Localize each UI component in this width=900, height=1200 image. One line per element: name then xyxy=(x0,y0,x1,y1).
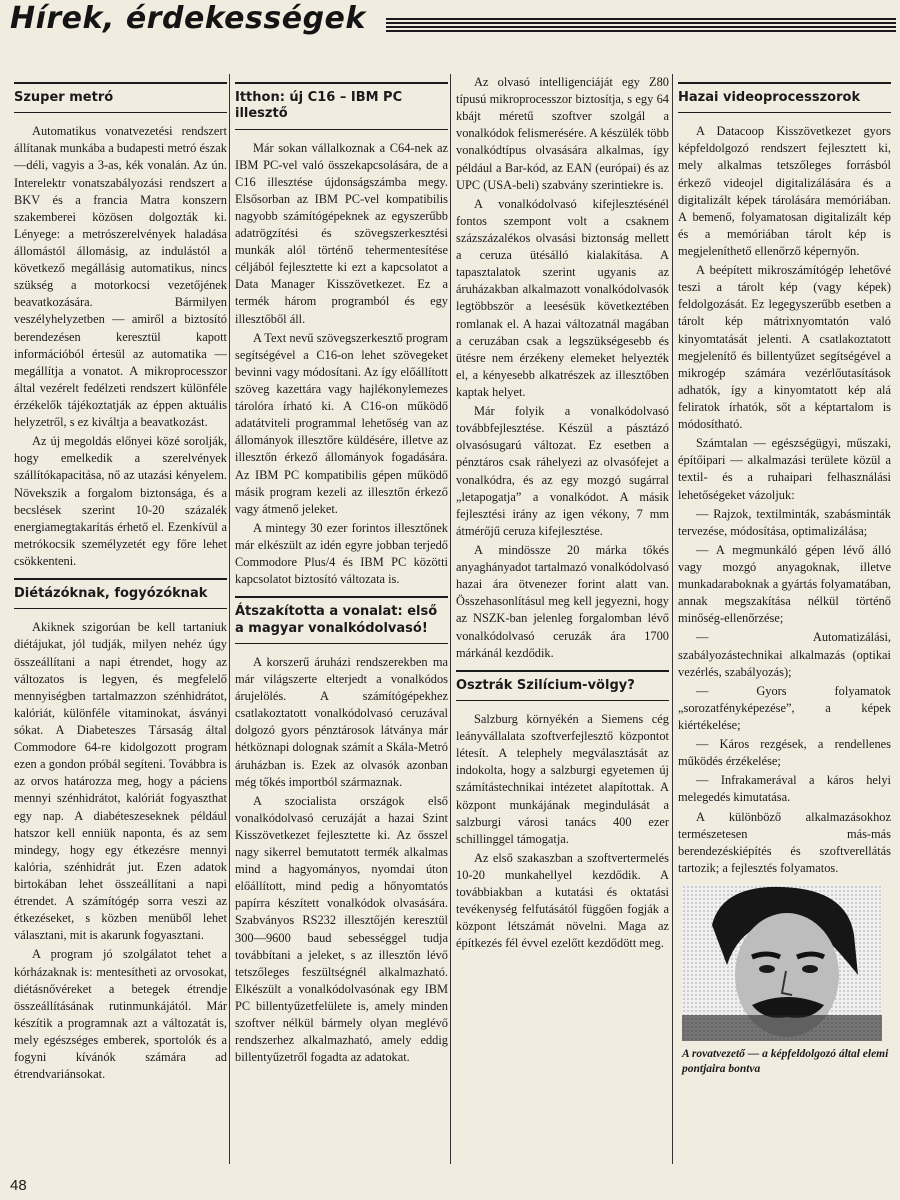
paragraph: A mindössze 20 márka tőkés anyaghányadot tartalmazó vonalkódolvasó hazai ára ötvenezer forint alatt van. Összehasonlításul meg kell jegyezni, hogy az NSZK-ban jelenleg forgalomban lévő vonalkódolvasó ceruzák ára 1700 márkánál kezdődik. xyxy=(456,542,669,660)
paragraph: Salzburg környékén a Siemens cég leányvállalata szoftverfejlesztő központot létesít. A telephely megválasztását az indokolta, hogy a salzburgi egyetemen új számítástechnikai intézetet alapítottak. A központ munkájának megindulását a salzburgi városi tanács 400 ezer schillinggel támogatja. xyxy=(456,711,669,846)
paragraph: Számtalan — egészségügyi, műszaki, építőipari — alkalmazási területe közül a textil- és a ruhaipari felhasználási lehetőségeket vázoljuk: xyxy=(678,436,891,502)
column-2 xyxy=(235,74,448,1154)
paragraph: A korszerű áruházi rendszerekben ma már világszerte elterjedt a vonalkódos árujelölés. A számítógépekhez csatlakoztatott vonalkódolvasó ceruzával dolgozó gyors pénztárosok látványa már hétköznapi dolognak számít a Skála-Metró áruházban is. Ezek az olvasók azonban még tőkés importból származnak. xyxy=(235,654,448,789)
column-3 xyxy=(456,74,669,1154)
paragraph: Az új megoldás előnyei közé sorolják, hogy emelkedik a szerelvények szállítókapacitása, nő az utazási kényelem. Növekszik a forgalom biztonsága, és a becslések szerint 10-20 százalék energiamegtakarítás érhető el. Ezenkívül a metrókocsik személyzetét egy főre lehet csökkenteni. xyxy=(14,434,227,568)
portrait-illustration xyxy=(682,885,882,1041)
heading-osztrak: Osztrák Szilícium-völgy? xyxy=(456,677,635,693)
list-item: — Rajzok, textilminták, szabásminták tervezése, módosítása, optimalizálása; xyxy=(678,506,891,538)
section-title: Hírek, érdekességek xyxy=(10,1,366,36)
digitized-portrait-photo xyxy=(682,885,882,1041)
masthead xyxy=(6,2,896,40)
heading-videoprocesszorok: Hazai videoprocesszorok xyxy=(678,90,861,105)
list-item: — Káros rezgések, a rendellenes működés érzékelése; xyxy=(678,737,891,769)
paragraph: Akiknek szigorúan be kell tartaniuk diétájukat, jól tudják, milyen nehéz úgy összeállítani a napi étrendet, hogy az változatos is legyen, és megfelelő mennyiségben tartalmazzon szénhidrátot, kalóriát, különféle vitaminokat, ásványi sókat. A Diabeteszes Társaság által Commodore 64-re kidolgozott program ezen a gondon próbál segíteni. Továbbra is az orvos határozza meg, hogy a páciens mennyi szénhidrátot, kalóriát fogyaszthat egy nap. A diabéteszeseknek például hatszor kell enniük naponta, és az sem mindegy, hogy egy étkezésre mennyi kalória, szénhidrát jut. Ezen adatok birtokában lehet összeállítani a napi étrendet. A számítógép sorra veszi az étkezéseket, s közben menüből lehet választani, mit is akarunk fogyasztani. xyxy=(14,620,227,943)
column-divider xyxy=(229,74,230,1164)
paragraph: A szocialista országok első vonalkódolvasó ceruzáját a hazai Szint Kisszövetkezet fejlesztette ki. Az ősszel nagy sikerrel bemutatott termék alkalmas mind a hagyományos, nyomdai úton előállított, mind pedig a hőnyomtatós papírra készített vonalkódok olvasására. Szabványos RS232 illesztőjén keresztül 300—9600 baud sebességgel tudja továbbítani a jeleket, s az illesztőn lévő tetszőleges feszültségnél alkalmazható. Elkészült a vonalkódolvasónak egy IBM PC billentyűzetfelülete is, amely minden szoftver nélkül bármely olyan meglévő rendszerhez alkalmazható, amely eddig billentyűzetről fogadta az adatokat. xyxy=(235,793,448,1065)
paragraph: A mintegy 30 ezer forintos illesztőnek már elkészült az idén egyre jobban terjedő Commodore Plus/4 és IBM PC közötti kapcsolatot biztosító változata is. xyxy=(235,520,448,587)
article-heading xyxy=(14,82,227,113)
article-heading xyxy=(14,578,227,609)
heading-super-metro: Szuper metró xyxy=(14,90,114,105)
paragraph: Már folyik a vonalkódolvasó továbbfejlesztése. Készül a pásztázó olvasósugarú változat. Ez esetben a pénztáros csak ráhelyezi az olvasófejet a vonalkódra, és az egy mozgó sugárral „letapogatja” a vonalkódot. A másik fejlesztési irány az igen vékony, 7 mm átmérőjű ceruza kifejlesztése. xyxy=(456,404,669,538)
paragraph: Az első szakaszban a szoftvertermelés 10-20 munkahellyel kezdődik. A továbbiakban a kutatási és oktatási tevékenység felfutásától függően fogják a központ létszámát növelni. Maga az építkezés fél évvel ezelőtt kezdődött meg. xyxy=(456,850,669,951)
article-heading xyxy=(235,596,448,644)
paragraph: Már sokan vállalkoznak a C64-nek az IBM PC-vel való összekapcsolására, de a C16 illesztése újdonságszámba megy. Elsősorban az IBM PC-vel kompatibilis nagyobb számítógépeknek az egyszerűbb adatrögzítési és szövegszerkesztési munkák alól történő tehermentesítése céljából fejlesztette ki ezt a kapcsolatot a Data Manager Kisszövetkezet. Ez a termék három programból és egy illesztőből áll. xyxy=(235,140,448,326)
list-item: — A megmunkáló gépen lévő álló vagy mozgó anyagoknak, illetve munkadaraboknak a gyártás folyamatában, annak megszakítása nélkül történő minőség-ellenőrzése; xyxy=(678,542,891,626)
paragraph: A Datacoop Kisszövetkezet gyors képfeldolgozó rendszert fejlesztett ki, mely alkalmas tetszőleges forrásból érkező videojel digitalizálására és a digitalizált képek tárolására memóriában. A bemenő, folyamatosan digitalizált kép és a memóriában tárolt kép is megjeleníthető ellenőrző képernyőn. xyxy=(678,124,891,259)
heading-itthon-c16: Itthon: új C16 – IBM PC illesztő xyxy=(235,90,403,122)
page-number: 48 xyxy=(10,1177,27,1194)
list-item: — Gyors folyamatok „sorozatfényképezése”, a képek kiértékelése; xyxy=(678,683,891,732)
article-heading xyxy=(235,82,448,130)
paragraph: A különböző alkalmazásokhoz természetesen más-más berendezéskiépítés és szoftverellátás tartozik; a fejlesztés folyamatos. xyxy=(678,809,891,875)
photo-caption: A rovatvezető — a képfeldolgozó által elemi pontjaira bontva xyxy=(682,1047,889,1075)
paragraph: Automatikus vonatvezetési rendszert állítanak munkába a budapesti metró észak—déli, vagyis a 3-as, kék vonalán. Az ún. Interelektr vonatszabályozási rendszert a BKV és a francia Matra konszern szakemberei közösen dolgozták ki. Lényege: a metrószerelvények haladása állomástól állomásig, az indulástól a következő megállásig automatikus, nincs szükség a motorkocsi vezetőjének beavatkozására. Bármilyen veszélyhelyzetben — amiről a biztosító berendezésen keresztül kapott információból értesül az automatika — megállítja a vonatot. A mikroprocesszor által vezérelt fedélzeti rendszert különféle érzékelők tájékoztatják az éppen aktuális helyzetről, s ez kiváltja a beavatkozást. xyxy=(14,124,227,430)
paragraph: Az olvasó intelligenciáját egy Z80 típusú mikroprocesszor biztosítja, s egy 64 kbájt méretű szoftver szolgál a vonalkódok felismerésére. A készülék több vonalkódtípus olvasására alkalmas, így például a Bar-kód, az EAN (európai) és az UPC (USA-beli) szabvány szerintiekre is. xyxy=(456,75,669,192)
paragraph: A Text nevű szövegszerkesztő program segítségével a C16-on lehet szövegeket bevinni vagy módosítani. Az így előállított szöveg kazettára vagy hajlékonylemezes tárolóra írható ki. A C16-on működő adatátviteli programmal lehetőség van az állományok illesztőre küldésére, illetve az illesztőn érkező állományok fogadására. Az IBM PC kompatibilis gépen működő másik program kezeli az illesztőn érkező vagy átmenő jeleket. xyxy=(235,330,448,516)
paragraph: A vonalkódolvasó kifejlesztésénél fontos szempont volt a csaknem százszázalékos olvasási biztonság mellett a ceruza ütésálló kialakítása. A tapasztalatok szerint ugyanis az áruházakban alkalmazott vonalkódolvasók legtöbbször a leesésük következtében romlanak el. A hazai változatnál magában a ceruzában csak a legszükségesebb és ütésre nem érzékeny elemeket helyezték el, a kényesebb alkatrészek az illesztőben kaptak helyet. xyxy=(456,196,669,399)
list-item: — Infrakamerával a káros helyi melegedés kimutatása. xyxy=(678,773,891,805)
column-divider xyxy=(450,74,451,1164)
article-heading xyxy=(678,82,891,113)
masthead-rules xyxy=(386,18,896,32)
heading-atszakitotta: Átszakította a vonalat: első a magyar vonalkódolvasó! xyxy=(235,604,438,636)
column-1 xyxy=(14,74,227,1154)
column-4 xyxy=(678,74,891,1154)
list-item: — Automatizálási, szabályozástechnikai alkalmazás (optikai vezérlés, szabályozás); xyxy=(678,630,891,679)
column-divider xyxy=(672,74,673,1164)
paragraph: A beépített mikroszámítógép lehetővé teszi a tárolt kép (vagy képek) feldolgozását. Ez legegyszerűbb esetben a tárolt kép mátrixnyomtatón való kinyomtatását jelenti. A csatlakoztatott megjelenítő és billentyűzet segítségével a mikrogép számára vezérlőutasítások adhatók, így a kinyomtatott kép alá feliratok írhatók, sőt a képtartalom is módosítható. xyxy=(678,263,891,432)
paragraph: A program jó szolgálatot tehet a kórházaknak is: mentesítheti az orvosokat, diétásnővéreket a betegek étrendje összeállításának rutinmunkájától. Már készítik a programnak azt a változatát is, mely egészséges emberek, sportolók és a fogyni kívánók számára ad étrendvariánsokat. xyxy=(14,947,227,1082)
heading-dietazoknak: Diétázóknak, fogyózóknak xyxy=(14,586,208,602)
article-heading xyxy=(456,670,669,701)
